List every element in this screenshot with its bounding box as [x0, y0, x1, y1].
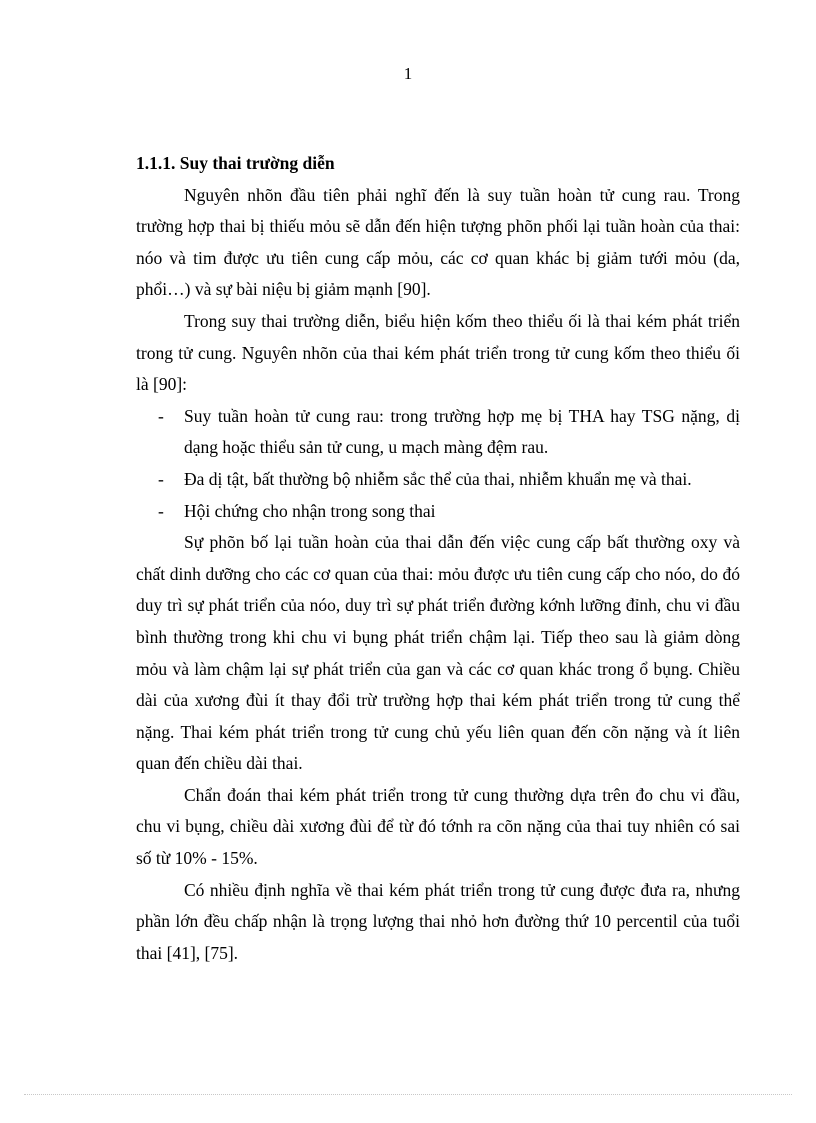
- list-item-text: Suy tuần hoàn tử cung rau: trong trường hợp mẹ bị THA hay TSG nặng, dị dạng hoặc thiểu sản tử cung, u mạch màng đệm rau.: [184, 405, 740, 458]
- paragraph: Chẩn đoán thai kém phát triển trong tử cung thường dựa trên đo chu vi đầu, chu vi bụng, chiều dài xương đùi để từ đó tớnh ra cõn nặng của thai tuy nhiên có sai số từ 10% - 15%.: [136, 784, 740, 869]
- list-item-text: Hội chứng cho nhận trong song thai: [184, 500, 436, 521]
- list-item: [136, 401, 740, 464]
- paragraph: Có nhiều định nghĩa về thai kém phát triển trong tử cung được đưa ra, nhưng phần lớn đều chấp nhận là trọng lượng thai nhỏ hơn đường thứ 10 percentil của tuổi thai [41], [75].: [136, 879, 740, 963]
- list-bullet: -: [158, 405, 164, 426]
- page-number: 1: [403, 64, 413, 83]
- section-heading: 1.1.1. Suy thai trường diễn: [136, 153, 335, 173]
- page-footer-divider: [24, 1094, 792, 1095]
- list-bullet: -: [158, 468, 164, 489]
- list-bullet: -: [158, 500, 164, 521]
- list-item-text: Đa dị tật, bất thường bộ nhiễm sắc thể của thai, nhiễm khuẩn mẹ và thai.: [184, 468, 692, 489]
- cause-list: [136, 401, 740, 527]
- list-item: [136, 496, 740, 528]
- paragraph: Trong suy thai trường diễn, biểu hiện kốm theo thiểu ối là thai kém phát triển trong tử cung. Nguyên nhõn của thai kém phát triển trong tử cung kốm theo thiểu ối là [90]:: [136, 310, 740, 395]
- list-item: [136, 464, 740, 496]
- paragraph: Sự phõn bố lại tuần hoàn của thai dẫn đến việc cung cấp bất thường oxy và chất dinh dưỡng cho các cơ quan của thai: mỏu được ưu tiên cung cấp cho nóo, do đó duy trì sự phát triển của nóo, duy trì sự phát triển đường kớnh lưỡng đỉnh, chu vi đầu bình thường trong khi chu vi bụng phát triển chậm lại. Tiếp theo sau là giảm dòng mỏu và làm chậm lại sự phát triển của gan và các cơ quan khác trong ổ bụng. Chiều dài của xương đùi ít thay đổi trừ trường hợp thai kém phát triển trong tử cung thể nặng. Thai kém phát triển trong tử cung chủ yếu liên quan đến cõn nặng và ít liên quan đến chiều dài thai.: [136, 532, 740, 774]
- document-body: [136, 148, 740, 969]
- paragraph: Nguyên nhõn đầu tiên phải nghĩ đến là suy tuần hoàn tử cung rau. Trong trường hợp thai bị thiếu mỏu sẽ dẫn đến hiện tượng phõn phối lại tuần hoàn của thai: nóo và tim được ưu tiên cung cấp mỏu, các cơ quan khác bị giảm tưới mỏu (da, phổi…) và sự bài niệu bị giảm mạnh [90].: [136, 184, 740, 300]
